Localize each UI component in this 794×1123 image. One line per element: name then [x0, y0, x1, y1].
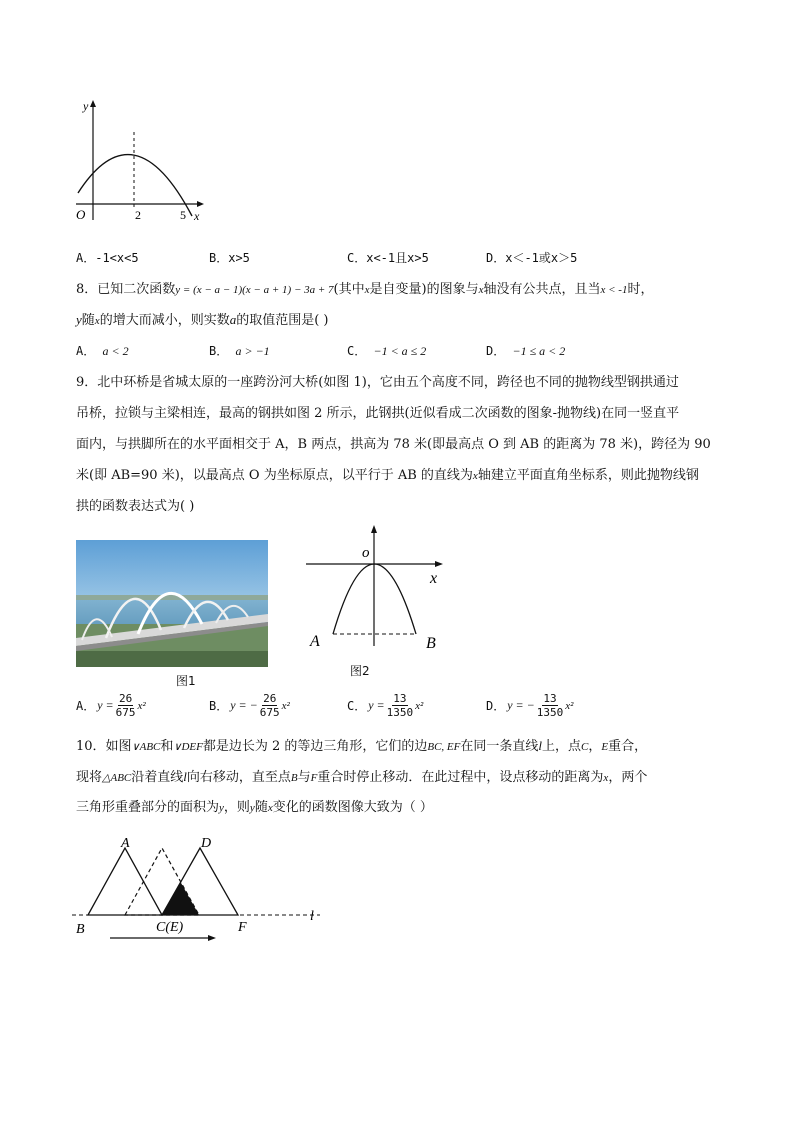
x-axis-label: x — [430, 570, 438, 587]
triangle-abc — [88, 848, 162, 915]
q7-option-c[interactable]: C．x<-1且x>5 — [347, 251, 429, 265]
x-axis-arrow — [197, 201, 204, 207]
q7-option-d[interactable]: D．x＜-1或x＞5 — [486, 251, 578, 265]
label-l: l — [310, 909, 314, 924]
arch-coordinate-figure — [300, 524, 450, 654]
x-label: x — [194, 209, 200, 223]
label-a: A — [121, 836, 130, 851]
fig2-caption: 图2 — [350, 664, 370, 678]
q7-option-b[interactable]: B．x>5 — [209, 251, 250, 265]
x-axis-arrow — [435, 561, 443, 567]
triangles-figure — [70, 832, 340, 952]
q9-line-4: 米(即 AB=90 米)，以最高点 O 为坐标原点，以平行于 AB 的直线为x轴建立平面直角坐标系，则此抛物线钢 — [76, 468, 699, 483]
q10-line-1: 10．如图∨ABC和∨DEF都是边长为 2 的等边三角形，它们的边BC, EF在同一条直线l上，点C，E重合， — [76, 738, 648, 754]
origin-o-label: o — [362, 545, 370, 561]
label-d: D — [201, 836, 212, 851]
move-arrow-head — [208, 935, 216, 941]
q8-option-b[interactable]: B． a > −1 — [209, 344, 270, 358]
q8-option-a[interactable]: A． a < 2 — [76, 344, 129, 358]
q8-line-2: y随x的增大而减小，则实数a的取值范围是( ) — [76, 312, 329, 328]
q9-option-a[interactable]: A． y = $\frac{26}{675}$ x² — [76, 692, 146, 719]
q9-line-2: 吊桥，拉锁与主梁相连，最高的钢拱如图 2 所示，此钢拱(近似看成二次函数的图象-抛物线)在同一竖直平 — [76, 406, 680, 421]
q10-line-2: 现将△ABC沿着直线l向右移动，直至点B与F重合时停止移动．在此过程中，设点移动的距离为x，两个 — [76, 769, 648, 785]
bridge-photo — [76, 540, 268, 667]
parabola-graph-q7 — [68, 98, 208, 228]
q9-option-b[interactable]: B． y = − $\frac{26}{675}$ x² — [209, 692, 290, 719]
label-f: F — [238, 920, 247, 935]
q8-option-c[interactable]: C． −1 < a ≤ 2 — [347, 344, 427, 358]
q9-line-5: 拱的函数表达式为( ) — [76, 499, 195, 514]
parabola-curve — [78, 155, 192, 216]
vertical-axis-arrow — [371, 525, 377, 533]
point-b-label: B — [426, 635, 436, 652]
q8-formula: y = (x − a − 1)(x − a + 1) − 3a + 7 — [175, 284, 334, 296]
q7-option-a[interactable]: A．-1<x<5 — [76, 251, 139, 265]
origin-label: O — [76, 207, 86, 222]
q9-line-1: 9．北中环桥是省城太原的一座跨汾河大桥(如图 1)，它由五个高度不同，跨径也不同的抛物线型钢拱通过 — [76, 375, 679, 390]
y-axis-arrow — [90, 100, 96, 107]
label-b: B — [76, 922, 85, 937]
fig1-caption: 图1 — [176, 674, 196, 688]
q10-line-3: 三角形重叠部分的面积为y，则y随x变化的函数图像大致为（ ） — [76, 800, 433, 815]
y-label: y — [83, 99, 89, 113]
q8-line-1: 8．已知二次函数y = (x − a − 1)(x − a + 1) − 3a + 7(其中x是自变量)的图象与x轴没有公共点，且当x < -1时， — [76, 282, 654, 297]
q9-line-3: 面内，与拱脚所在的水平面相交于 A，B 两点，拱高为 78 米(即最高点 O 到 AB 的距离为 78 米)，跨径为 90 — [76, 437, 711, 452]
overlap-region — [162, 882, 199, 915]
q9-option-d[interactable]: D． y = − $\frac{13}{1350}$ x² — [486, 692, 574, 719]
label-ce: C(E) — [156, 920, 184, 935]
tick-label-5: 5 — [180, 208, 186, 222]
tick-label-2: 2 — [135, 208, 141, 222]
q8-condition: x < -1 — [600, 284, 628, 296]
point-a-label: A — [310, 633, 320, 650]
q9-option-c[interactable]: C． y = $\frac{13}{1350}$ x² — [347, 692, 424, 719]
q8-option-d[interactable]: D． −1 ≤ a < 2 — [486, 344, 566, 358]
